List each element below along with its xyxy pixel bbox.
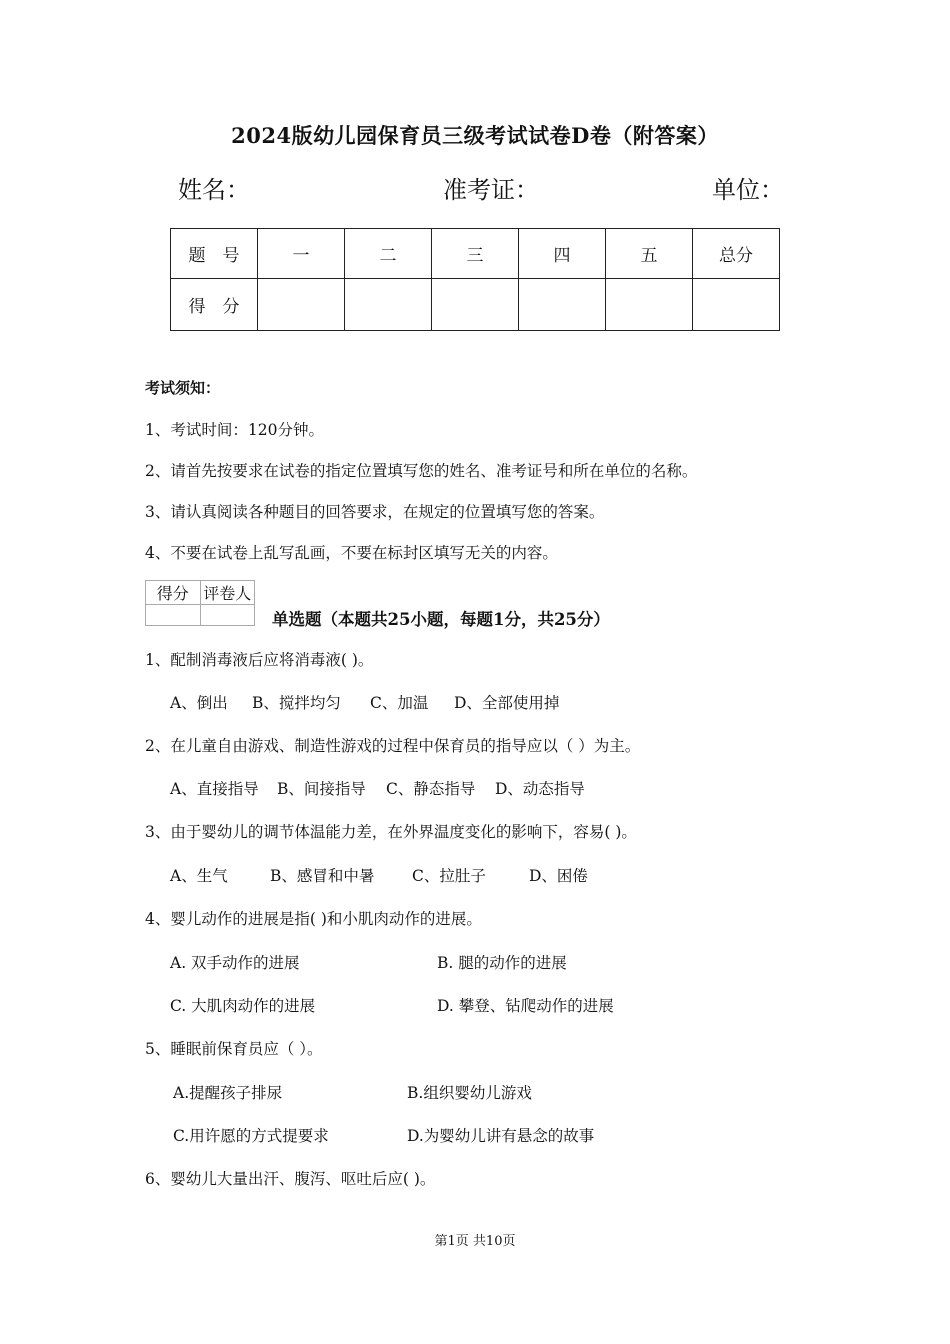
question-option: B、间接指导: [277, 780, 366, 798]
score-table-header: 题 号: [171, 229, 258, 279]
question-option: A. 双手动作的进展: [170, 954, 300, 972]
score-table-header: 一: [258, 229, 345, 279]
notice-item: 3、请认真阅读各种题目的回答要求，在规定的位置填写您的答案。: [145, 503, 605, 521]
question-option: A、倒出: [170, 694, 228, 712]
notice-item: 2、请首先按要求在试卷的指定位置填写您的姓名、准考证号和所在单位的名称。: [145, 462, 698, 480]
unit-field-label: 单位：: [712, 176, 784, 204]
score-table: [170, 228, 780, 331]
grader-score-label: 得分: [146, 581, 201, 605]
score-table-score-row: [171, 279, 780, 331]
question-option: B、搅拌均匀: [252, 694, 341, 712]
score-cell: [519, 279, 606, 331]
score-table-header-row: [171, 229, 780, 279]
score-cell: [432, 279, 519, 331]
question-option: D. 攀登、钻爬动作的进展: [437, 997, 614, 1015]
question-option: C、拉肚子: [412, 867, 486, 885]
question-option: A、直接指导: [170, 780, 259, 798]
question-option: B. 腿的动作的进展: [437, 954, 567, 972]
score-table-header: 三: [432, 229, 519, 279]
question-option: C.用许愿的方式提要求: [173, 1127, 329, 1145]
question-stem: 5、睡眠前保育员应（ ）。: [145, 1040, 323, 1058]
question-option: C、静态指导: [386, 780, 476, 798]
exam-number-field-label: 准考证：: [443, 176, 539, 204]
question-option: B.组织婴幼儿游戏: [407, 1084, 532, 1102]
notice-heading: 考试须知：: [145, 379, 221, 397]
page-title: 2024版幼儿园保育员三级考试试卷D卷（附答案）: [231, 123, 719, 148]
score-cell: [693, 279, 780, 331]
score-cell: [606, 279, 693, 331]
question-stem: 2、在儿童自由游戏、制造性游戏的过程中保育员的指导应以（ ）为主。: [145, 737, 641, 755]
question-option: B、感冒和中暑: [270, 867, 375, 885]
question-stem: 3、由于婴幼儿的调节体温能力差，在外界温度变化的影响下，容易( )。: [145, 823, 637, 841]
score-table-header: 四: [519, 229, 606, 279]
score-table-header: 五: [606, 229, 693, 279]
question-stem: 6、婴幼儿大量出汗、腹泻、呕吐后应( )。: [145, 1170, 436, 1188]
question-option: D.为婴幼儿讲有悬念的故事: [407, 1127, 595, 1145]
grader-name-cell: [200, 605, 255, 626]
notice-item: 4、不要在试卷上乱写乱画，不要在标封区填写无关的内容。: [145, 544, 558, 562]
score-row-label: 得 分: [171, 279, 258, 331]
question-stem: 1、配制消毒液后应将消毒液( )。: [145, 651, 374, 669]
name-field-label: 姓名：: [178, 176, 250, 204]
grader-table: [145, 580, 255, 626]
grader-score-cell: [146, 605, 201, 626]
question-option: A、生气: [170, 867, 228, 885]
section-heading: 单选题（本题共25小题，每题1分，共25分）: [272, 610, 610, 629]
question-option: C. 大肌肉动作的进展: [170, 997, 316, 1015]
question-option: D、全部使用掉: [454, 694, 560, 712]
grader-name-label: 评卷人: [200, 581, 255, 605]
score-cell: [345, 279, 432, 331]
question-option: C、加温: [370, 694, 429, 712]
notice-item: 1、考试时间：120分钟。: [145, 421, 324, 439]
question-option: A.提醒孩子排尿: [173, 1084, 283, 1102]
question-option: D、动态指导: [495, 780, 585, 798]
page-footer: 第1页 共10页: [434, 1234, 516, 1249]
score-table-header: 二: [345, 229, 432, 279]
score-cell: [258, 279, 345, 331]
question-option: D、困倦: [529, 867, 588, 885]
score-table-header: 总分: [693, 229, 780, 279]
question-stem: 4、婴儿动作的进展是指( )和小肌肉动作的进展。: [145, 910, 482, 928]
